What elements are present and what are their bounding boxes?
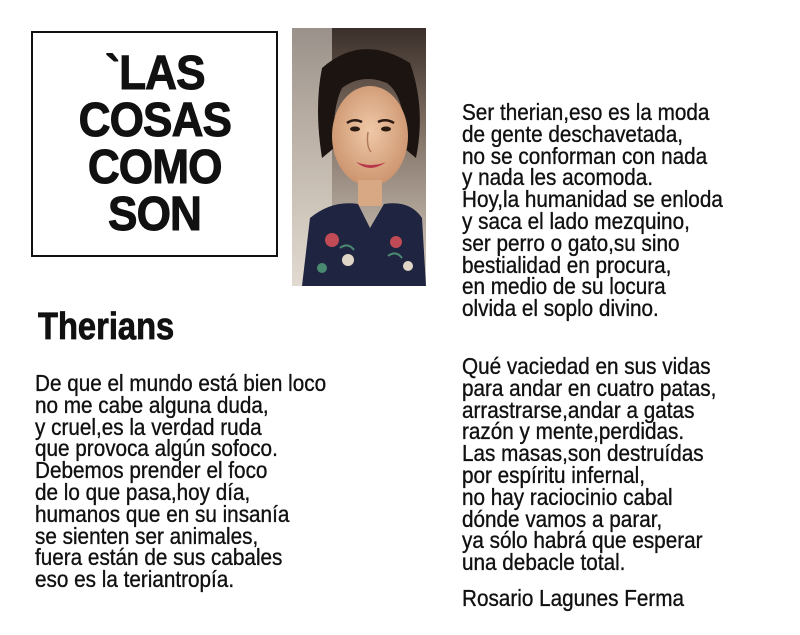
portrait-illustration [292,28,426,286]
poem-stanza-right-2 [462,353,717,576]
poem-stanza-left [35,370,327,593]
poem-line: bestialidad en procura, [462,251,672,278]
poem-line: de lo que pasa,hoy día, [35,478,251,505]
poem-line: que provoca algún sofoco. [35,435,278,462]
poem-line: fuera están de sus cabales [35,544,283,571]
poem-line: olvida el soplo divino. [462,295,659,322]
poem-line: ser perro o gato,su sino [462,229,680,256]
poem-line: humanos que en su insanía [35,500,290,527]
column-title-line-2: COSAS [78,94,231,147]
poem-line: Ser therian,eso es la moda [462,99,710,125]
column-title-line-3: COMO [87,141,222,194]
poem-title: Therians [38,306,175,348]
poem-line: y saca el lado mezquino, [462,207,690,234]
author-portrait-photo [292,28,426,286]
poem-line: no se conforman con nada [462,142,708,169]
poem-line: para andar en cuatro patas, [462,374,717,401]
poem-line: Hoy,la humanidad se enloda [462,186,723,213]
poem-line: y cruel,es la verdad ruda [35,413,262,440]
column-title-line-4: SON [108,188,201,241]
poem-line: en medio de su locura [462,273,666,300]
poem-line: Qué vaciedad en sus vidas [462,353,711,379]
poem-line: por espíritu infernal, [462,461,645,488]
poem-line: Las masas,son destruídas [462,440,704,467]
poem-stanza-right-1 [462,99,723,322]
poem-line: arrastrarse,andar a gatas [462,396,695,423]
poem-line: ya sólo habrá que esperar [462,527,703,554]
poem-line: no hay raciocinio cabal [462,483,673,510]
poem-line: una debacle total. [462,549,626,576]
poem-line: y nada les acomoda. [462,164,654,191]
poem-line: Debemos prender el foco [35,457,268,484]
poem-line: no me cabe alguna duda, [35,391,269,418]
poem-line: razón y mente,perdidas. [462,418,685,445]
poem-line: De que el mundo está bien loco [35,370,327,396]
column-title-box [31,31,278,257]
poem-line: eso es la teriantropía. [35,566,235,593]
poem-line: de gente deschavetada, [462,120,683,147]
poem-line: dónde vamos a parar, [462,505,663,532]
poem-line: se sienten ser animales, [35,522,259,549]
poem-author: Rosario Lagunes Ferma [462,585,685,611]
column-title-line-1: `LAS [104,47,205,100]
